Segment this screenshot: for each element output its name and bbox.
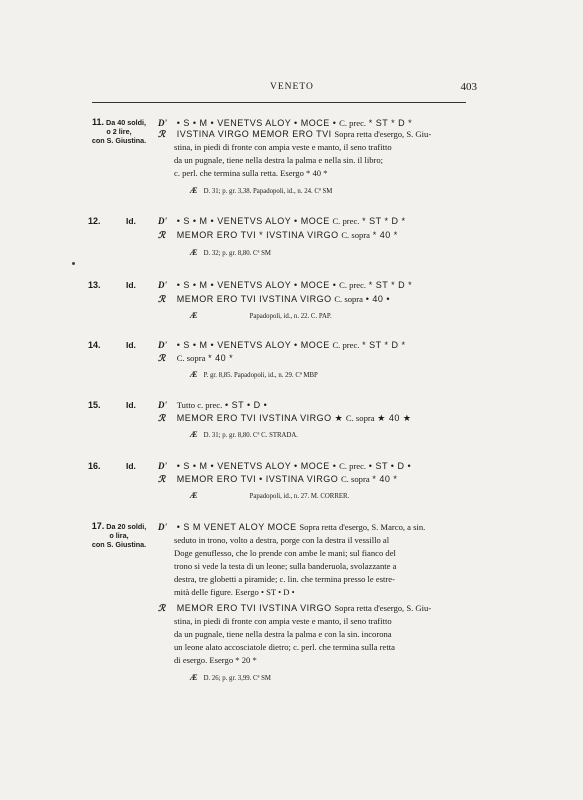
reference-text: D. 31; p. gr. 3,38. Papadopoli, id., n. 24. Cª SM <box>203 188 333 195</box>
obverse-text: C. prec. <box>332 340 360 350</box>
obverse-mark: D' <box>158 340 167 350</box>
entry-number: 15. <box>88 400 101 410</box>
entry-denomination <box>88 118 150 145</box>
reverse-line <box>158 353 233 365</box>
ink-speck <box>72 262 75 265</box>
obverse-text: C. prec. <box>339 118 367 128</box>
entry-number: 14. <box>88 340 101 350</box>
idem-label: Id. <box>126 400 136 410</box>
reference-text: D. 26; p. gr. 3,99. Cª SM <box>203 675 271 682</box>
reverse-legend: MEMOR ERO TVI IVSTINA VIRGO ★ <box>176 413 344 423</box>
idem-label: Id. <box>126 280 136 290</box>
obverse-text: C. prec. <box>339 280 367 290</box>
obverse-tail: • ST • D • <box>368 461 412 471</box>
reverse-line <box>158 413 411 425</box>
denomination-line: con S. Giustina. <box>91 136 147 145</box>
reverse-mark: ℛ <box>158 474 166 484</box>
reverse-mark: ℛ <box>158 230 166 240</box>
reverse-text: C. sopra <box>176 353 206 363</box>
reverse-mark: ℛ <box>158 294 166 304</box>
reverse-line <box>158 129 431 141</box>
continuation-line: c. perl. che termina sulla retta. Esergo * 40 * <box>174 168 328 178</box>
obverse-tail: * ST * D * <box>362 216 406 226</box>
reverse-tail: • 40 • <box>365 294 391 304</box>
reverse-text: Sopra retta d'esergo, S. Giu- <box>334 603 432 613</box>
reference-note <box>190 311 332 320</box>
obverse-mark: D' <box>158 522 167 532</box>
reverse-line <box>158 230 398 242</box>
obverse-mark: D' <box>158 461 167 471</box>
reverse-legend: IVSTINA VIRGO MEMOR ERO TVI <box>176 129 332 139</box>
obverse-legend: • S • M • VENETVS ALOY • MOCE <box>176 340 330 350</box>
continuation-line: stina, in piedi di fronte con ampia veste e manto, il seno trafitto <box>174 142 392 152</box>
reference-note <box>190 430 298 439</box>
reverse-tail: * 40 * <box>208 353 234 363</box>
reference-text: D. 31; p. gr. 8,80. Cª C. STRADA. <box>203 432 298 439</box>
idem-label: Id. <box>126 461 136 471</box>
entry-number: 16. <box>88 461 101 471</box>
idem-label: Id. <box>126 340 136 350</box>
denomination-line: Da 40 soldi, <box>106 118 146 127</box>
page-number: 403 <box>460 81 477 93</box>
denomination-line: o 2 lire, <box>106 127 132 136</box>
obverse-tail: * ST * D * <box>368 280 413 290</box>
running-title: VENETO <box>270 82 314 92</box>
denomination-line: o lira, <box>109 531 129 540</box>
reverse-mark: ℛ <box>158 413 166 423</box>
reverse-line <box>158 294 390 306</box>
continuation-line: di esergo. Esergo * 20 * <box>174 655 257 665</box>
obverse-line <box>158 340 406 352</box>
obverse-text: Tutto c. prec. <box>176 400 223 410</box>
reference-note <box>190 673 271 682</box>
reverse-mark: ℛ <box>158 129 166 139</box>
obverse-legend: • S • M • VENETVS ALOY • MOCE • <box>176 461 337 471</box>
denomination-line: con S. Giustina. <box>91 540 147 549</box>
continuation-line: un leone alato accosciatole dietro; c. perl. che termina sulla retta <box>174 642 395 652</box>
reference-note <box>190 491 349 500</box>
reverse-text: C. sopra <box>341 230 370 240</box>
reference-note <box>190 248 271 257</box>
continuation-line: seduto in trono, volto a destra, porge con la destra il vessillo al <box>174 535 390 545</box>
continuation-line: Doge genuflesso, che lo prende con ambe le mani; sul fianco del <box>174 548 396 558</box>
obverse-legend: • S • M • VENETVS ALOY • MOCE • <box>176 280 337 290</box>
reverse-text: C. sopra <box>340 474 370 484</box>
reverse-mark: ℛ <box>158 603 166 613</box>
obverse-mark: D' <box>158 280 167 290</box>
metal-symbol: Æ <box>190 370 198 379</box>
reverse-text: C. sopra <box>334 294 363 304</box>
reverse-legend: MEMOR ERO TVI * IVSTINA VIRGO <box>176 230 339 240</box>
reverse-line <box>158 474 397 486</box>
obverse-legend: • S • M • VENETVS ALOY • MOCE • <box>176 118 337 128</box>
reverse-legend: MEMOR ERO TVI IVSTINA VIRGO <box>176 603 332 613</box>
reverse-text: C. sopra <box>345 413 375 423</box>
obverse-line <box>158 400 267 412</box>
obverse-tail: • ST • D • <box>224 400 268 410</box>
reverse-tail: ★ 40 ★ <box>377 413 412 423</box>
obverse-legend: • S • M • VENETVS ALOY • MOCE <box>176 216 330 226</box>
reference-note <box>190 370 318 379</box>
reverse-line <box>158 603 431 615</box>
reverse-legend: MEMOR ERO TVI IVSTINA VIRGO <box>176 294 332 304</box>
metal-symbol: Æ <box>190 491 198 500</box>
reverse-tail: * 40 * <box>372 230 398 240</box>
reverse-tail: * 40 * <box>372 474 398 484</box>
reference-note <box>190 186 332 195</box>
obverse-line <box>158 461 411 473</box>
obverse-legend: • S M VENET ALOY MOCE <box>176 522 297 532</box>
reverse-mark: ℛ <box>158 353 166 363</box>
entry-number: 13. <box>88 280 101 290</box>
obverse-line <box>158 522 425 534</box>
entry-number: 17. <box>91 521 105 531</box>
obverse-mark: D' <box>158 216 167 226</box>
metal-symbol: Æ <box>190 186 198 195</box>
entry-number: 11. <box>92 117 105 127</box>
obverse-text: C. prec. <box>332 216 360 226</box>
obverse-mark: D' <box>158 400 167 410</box>
obverse-text: C. prec. <box>339 461 367 471</box>
continuation-line: stina, in piedi di fronte con ampia veste e manto, il seno trafitto <box>174 616 392 626</box>
header-rule <box>92 102 466 103</box>
reverse-legend: MEMOR ERO TVI • IVSTINA VIRGO <box>176 474 339 484</box>
obverse-line <box>158 216 406 228</box>
continuation-line: trono si vede la testa di un leone; sulla banderuola, svolazzante a <box>174 561 397 571</box>
obverse-tail: * ST * D * <box>368 118 413 128</box>
metal-symbol: Æ <box>190 248 198 257</box>
metal-symbol: Æ <box>190 673 198 682</box>
reference-text: D. 32; p. gr. 8,80. Cª SM <box>203 250 271 257</box>
idem-label: Id. <box>126 216 136 226</box>
reference-text: Papadopoli, id., n. 22. C. PAP. <box>249 313 332 320</box>
continuation-line: destra, tre globetti a piramide; c. lin. che termina presso le estre- <box>174 574 395 584</box>
entry-number: 12. <box>88 216 101 226</box>
reference-text: P. gr. 8,85. Papadopoli, id., n. 29. Cª MBP <box>203 372 318 379</box>
obverse-text: Sopra retta d'esergo, S. Marco, a sin. <box>299 522 426 532</box>
denomination-line: Da 20 soldi, <box>106 522 147 531</box>
metal-symbol: Æ <box>190 430 198 439</box>
obverse-line <box>158 280 412 292</box>
reference-text: Papadopoli, id., n. 27. M. CORRER. <box>249 493 350 500</box>
entry-denomination <box>88 522 150 549</box>
reverse-text: Sopra retta d'esergo, S. Giu- <box>334 129 432 139</box>
metal-symbol: Æ <box>190 311 198 320</box>
obverse-tail: * ST * D * <box>362 340 406 350</box>
continuation-line: da un pugnale, tiene nella destra la palma e nella sin. il libro; <box>174 155 384 165</box>
continuation-line: mità delle figure. Esergo • ST • D • <box>174 587 295 597</box>
continuation-line: da un pugnale, tiene nella destra la palma e con la sin. incorona <box>174 629 392 639</box>
obverse-mark: D' <box>158 118 167 128</box>
